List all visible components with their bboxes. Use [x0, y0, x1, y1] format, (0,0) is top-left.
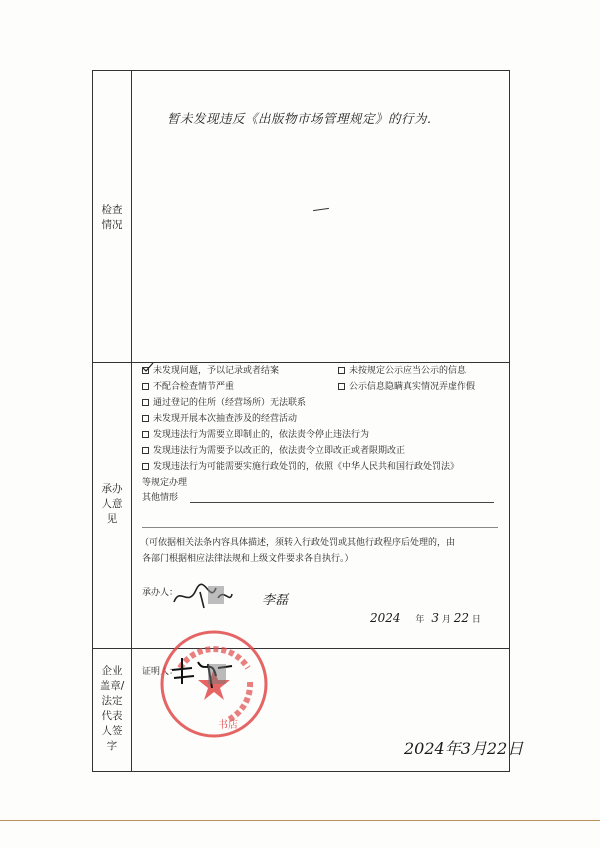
checkbox[interactable]	[142, 431, 149, 438]
option-continuation: 等规定办理	[142, 478, 188, 488]
option-false-info[interactable]: 公示信息隐瞒真实情况弄虚作假	[338, 381, 475, 393]
checkbox[interactable]	[338, 367, 345, 374]
option-refuse[interactable]: 不配合检查情节严重	[142, 381, 234, 393]
option-not-published[interactable]: 未按规定公示应当公示的信息	[338, 365, 466, 377]
enterprise-label: 企业 盖章/ 法定 代表 人签 字	[99, 665, 125, 752]
checkbox[interactable]	[142, 415, 149, 422]
opinion-label: 承办 人意 见	[101, 483, 123, 525]
seal-text: 书店	[218, 720, 238, 731]
opinion-date: 2024 年 3 月 22 日	[370, 611, 481, 625]
option-address[interactable]: 通过登记的住所（经营场所）无法联系	[142, 397, 306, 409]
option-no-business[interactable]: 未发现开展本次抽查涉及的经营活动	[142, 413, 297, 425]
handler-signature-1	[170, 578, 236, 612]
blank-line	[142, 527, 498, 528]
option-penalty[interactable]: 发现违法行为可能需要实施行政处罚的，依照《中华人民共和国行政处罚法》	[142, 461, 459, 473]
handler-signature-2: 李磊	[262, 593, 289, 608]
checkbox[interactable]	[142, 447, 149, 454]
other-input-line[interactable]	[190, 502, 494, 503]
inspection-handwritten-text: 暂未发现违反《出版物市场管理规定》的行为.	[167, 111, 432, 126]
checkbox[interactable]	[142, 383, 149, 390]
other-label: 其他情形	[142, 493, 179, 503]
inspection-label: 检查 情况	[101, 204, 123, 231]
row-divider-1	[92, 362, 510, 363]
column-divider	[131, 70, 132, 772]
option-stop-violation[interactable]: 发现违法行为需要立即制止的，依法责令停止违法行为	[142, 429, 369, 441]
option-correct[interactable]: 发现违法行为需要予以改正的，依法责令立即改正或者限期改正	[142, 445, 405, 457]
checkbox-checked[interactable]	[142, 367, 149, 374]
page-bottom-rule	[0, 820, 600, 821]
note-line-2: 各部门根据相应法律法规和上级文件要求各自执行。）	[142, 554, 354, 564]
row-divider-2	[92, 648, 510, 649]
check-mark-icon	[142, 362, 154, 374]
enterprise-date: 2024年3月22日	[404, 739, 524, 758]
checkbox[interactable]	[142, 463, 149, 470]
checkbox[interactable]	[338, 383, 345, 390]
witness-signature	[168, 654, 238, 692]
option-no-issue[interactable]: 未发现问题，予以记录或者结案	[142, 365, 279, 377]
handler-label: 承办人：	[142, 588, 179, 598]
note-line-1: （可依据相关法条内容具体描述，须转入行政处罚或其他行政程序后处理的，由	[140, 538, 456, 548]
checkbox[interactable]	[142, 399, 149, 406]
witness-label: 证明人：	[142, 667, 179, 677]
